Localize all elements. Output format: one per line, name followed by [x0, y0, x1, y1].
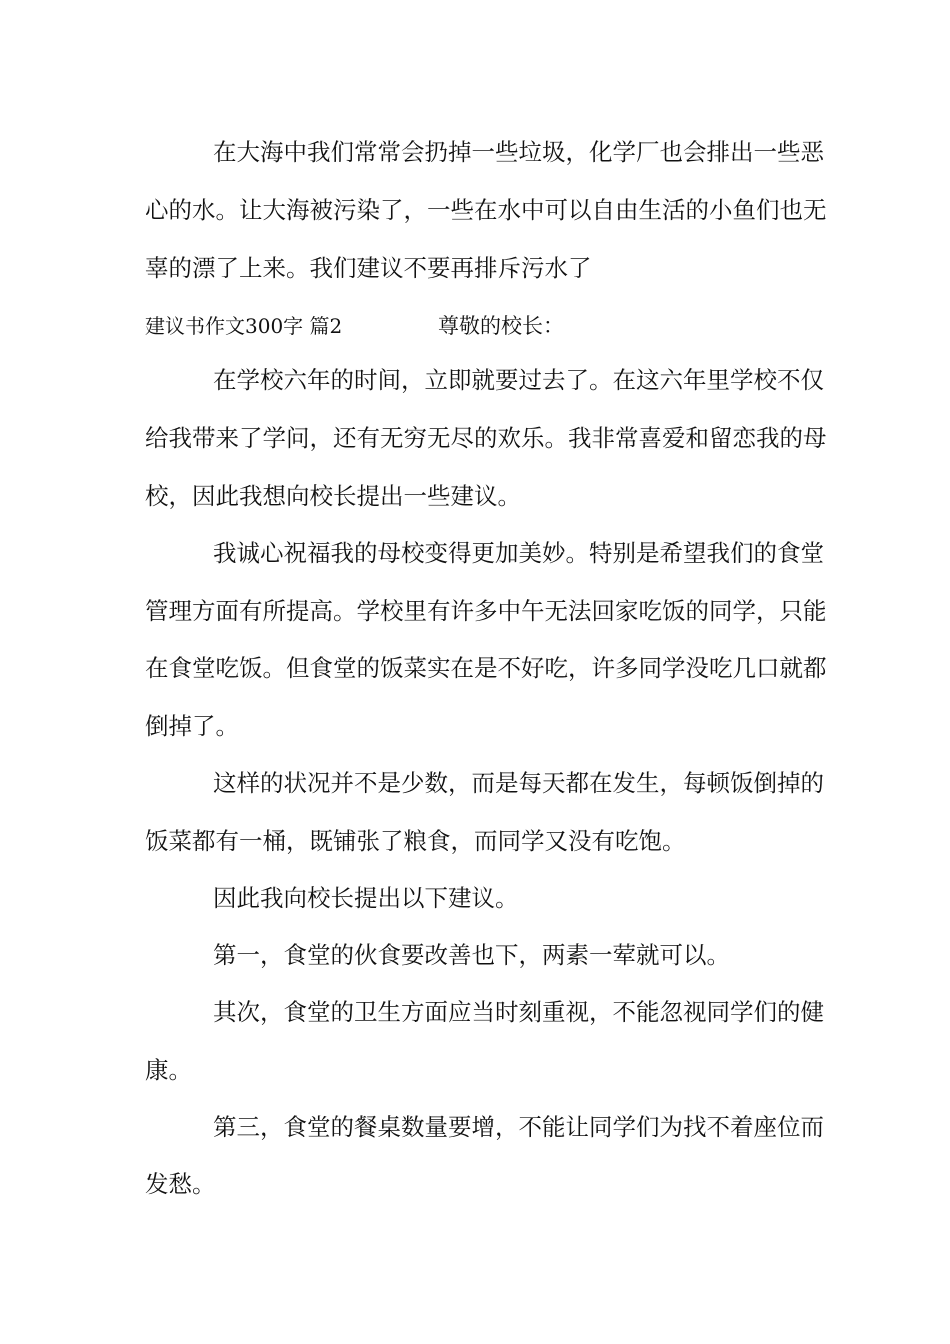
paragraph-7-line-2: 康。	[145, 1056, 192, 1084]
essay-title: 建议书作文300字 篇2	[145, 314, 343, 338]
paragraph-3-line-4: 倒掉了。	[145, 712, 239, 740]
paragraph-3-line-3: 在食堂吃饭。但食堂的饭菜实在是不好吃，许多同学没吃几口就都	[145, 654, 827, 682]
paragraph-3-line-1: 我诚心祝福我的母校变得更加美妙。特别是希望我们的食堂	[213, 539, 824, 567]
paragraph-7-line-1: 其次，食堂的卫生方面应当时刻重视，不能忽视同学们的健	[213, 998, 824, 1026]
paragraph-3-line-2: 管理方面有所提高。学校里有许多中午无法回家吃饭的同学，只能	[145, 597, 827, 625]
salutation: 尊敬的校长：	[438, 314, 564, 338]
paragraph-6-line-1: 第一，食堂的伙食要改善也下，两素一荤就可以。	[213, 941, 730, 969]
paragraph-4-line-2: 饭菜都有一桶，既铺张了粮食，而同学又没有吃饱。	[145, 827, 686, 855]
paragraph-5-line-1: 因此我向校长提出以下建议。	[213, 884, 519, 912]
paragraph-2-line-3: 校，因此我想向校长提出一些建议。	[145, 482, 521, 510]
paragraph-1-line-2: 心的水。让大海被污染了，一些在水中可以自由生活的小鱼们也无	[145, 196, 827, 224]
paragraph-8-line-1: 第三，食堂的餐桌数量要增，不能让同学们为找不着座位而	[213, 1113, 824, 1141]
paragraph-1-line-1: 在大海中我们常常会扔掉一些垃圾，化学厂也会排出一些恶	[213, 138, 824, 166]
paragraph-8-line-2: 发愁。	[145, 1170, 216, 1198]
paragraph-4-line-1: 这样的状况并不是少数，而是每天都在发生，每顿饭倒掉的	[213, 769, 824, 797]
essay-heading	[145, 311, 342, 341]
paragraph-1-line-3: 辜的漂了上来。我们建议不要再排斥污水了	[145, 254, 592, 282]
paragraph-2-line-1: 在学校六年的时间，立即就要过去了。在这六年里学校不仅	[213, 366, 824, 394]
paragraph-2-line-2: 给我带来了学问，还有无穷无尽的欢乐。我非常喜爱和留恋我的母	[145, 424, 827, 452]
